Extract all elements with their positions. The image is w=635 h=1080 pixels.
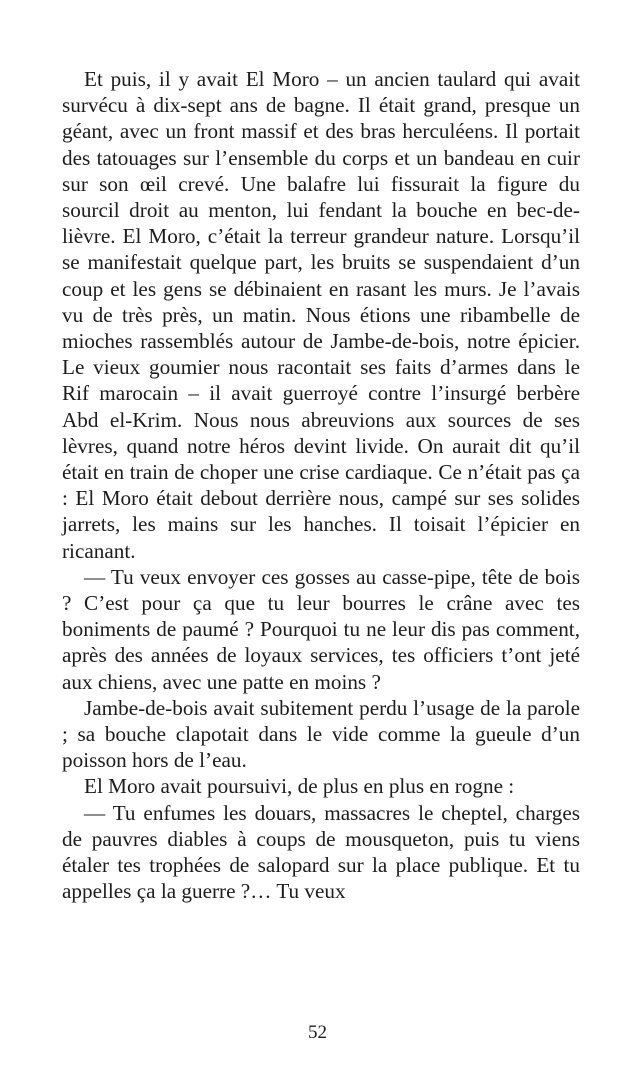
paragraph: Et puis, il y avait El Moro – un ancien taulard qui avait survécu à dix-sept ans de bagne. Il était grand, presque un géant, avec un front massif et des bras herculéens. Il portait des tatouages sur l’ensemble du corps et un bandeau en cuir sur son œil crevé. Une balafre lui fissurait la figure du sourcil droit au menton, lui fendant la bouche en bec-de-lièvre. El Moro, c’était la terreur grandeur nature. Lorsqu’il se manifestait quelque part, les bruits se suspendaient d’un coup et les gens se débinaient en rasant les murs. Je l’avais vu de très près, un matin. Nous étions une ribambelle de mioches rassemblés autour de Jambe-de-bois, notre épicier. Le vieux goumier nous racontait ses faits d’armes dans le Rif marocain – il avait guerroyé contre l’insurgé berbère Abd el-Krim. Nous nous abreuvions aux sources de ses lèvres, quand notre héros devint livide. On aurait dit qu’il était en train de choper une crise cardiaque. Ce n’était pas ça : El Moro était debout derrière nous, campé sur ses solides jarrets, les mains sur les hanches. Il toisait l’épicier en ricanant. (62, 67, 580, 563)
paragraph: El Moro avait poursuivi, de plus en plus en rogne : (84, 774, 515, 799)
paragraph: — Tu veux envoyer ces gosses au casse-pipe, tête de bois ? C’est pour ça que tu leur bourres le crâne avec tes boniments de paumé ? Pourquoi tu ne leur dis pas comment, après des années de loyaux services, tes officiers t’ont jeté aux chiens, avec une patte en moins ? (62, 564, 580, 694)
paragraph: Jambe-de-bois avait subitement perdu l’usage de la parole ; sa bouche clapotait dans le vide comme la gueule d’un poisson hors de l’eau. (62, 695, 580, 773)
page-number: 52 (308, 1022, 327, 1043)
paragraph: — Tu enfumes les douars, massacres le cheptel, charges de pauvres diables à coups de mousqueton, puis tu viens étaler tes trophées de salopard sur la place publique. Et tu appelles ça la guerre ?… Tu veux (62, 800, 580, 904)
page-body (62, 66, 580, 905)
